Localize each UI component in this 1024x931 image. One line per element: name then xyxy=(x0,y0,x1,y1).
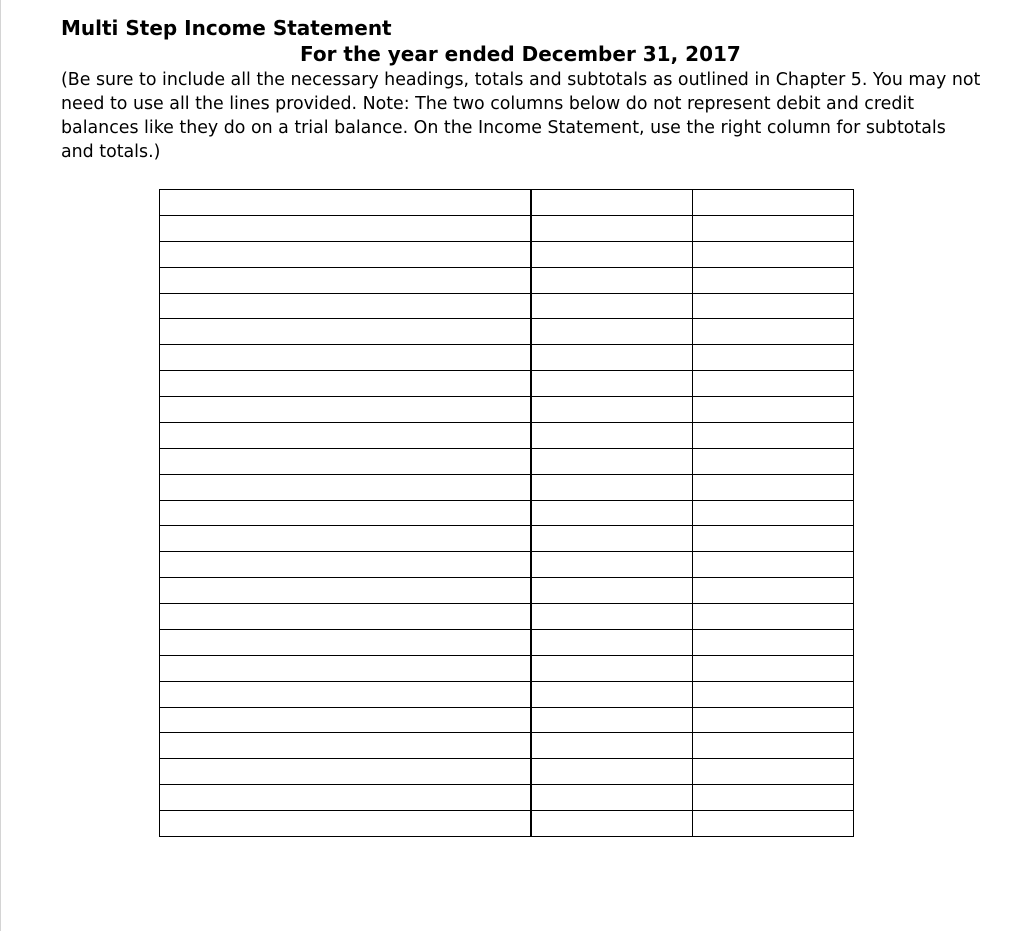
amount-cell[interactable] xyxy=(532,397,693,423)
worksheet-row xyxy=(160,190,854,216)
description-cell[interactable] xyxy=(160,552,531,578)
total-cell[interactable] xyxy=(693,242,854,268)
total-cell[interactable] xyxy=(693,604,854,630)
description-cell[interactable] xyxy=(160,345,531,371)
total-cell[interactable] xyxy=(693,294,854,320)
description-cell[interactable] xyxy=(160,501,531,527)
document-title: Multi Step Income Statement xyxy=(61,16,392,40)
worksheet-row xyxy=(160,397,854,423)
description-cell[interactable] xyxy=(160,268,531,294)
amount-cell[interactable] xyxy=(532,423,693,449)
amount-cell[interactable] xyxy=(532,708,693,734)
worksheet-row xyxy=(160,785,854,811)
description-cell[interactable] xyxy=(160,319,531,345)
document-subtitle: For the year ended December 31, 2017 xyxy=(300,42,741,66)
worksheet-row xyxy=(160,475,854,501)
description-cell[interactable] xyxy=(160,759,531,785)
amount-cell[interactable] xyxy=(532,449,693,475)
description-cell[interactable] xyxy=(160,423,531,449)
description-cell[interactable] xyxy=(160,371,531,397)
worksheet-row xyxy=(160,811,854,837)
worksheet-row xyxy=(160,423,854,449)
amount-cell[interactable] xyxy=(532,190,693,216)
total-cell[interactable] xyxy=(693,371,854,397)
total-cell[interactable] xyxy=(693,759,854,785)
total-cell[interactable] xyxy=(693,682,854,708)
amount-cell[interactable] xyxy=(532,526,693,552)
worksheet-row xyxy=(160,682,854,708)
amount-cell[interactable] xyxy=(532,268,693,294)
worksheet-row xyxy=(160,216,854,242)
description-cell[interactable] xyxy=(160,526,531,552)
total-cell[interactable] xyxy=(693,449,854,475)
total-cell[interactable] xyxy=(693,733,854,759)
amount-cell[interactable] xyxy=(532,371,693,397)
description-cell[interactable] xyxy=(160,190,531,216)
description-cell[interactable] xyxy=(160,682,531,708)
total-cell[interactable] xyxy=(693,708,854,734)
worksheet-row xyxy=(160,708,854,734)
amount-cell[interactable] xyxy=(532,319,693,345)
description-cell[interactable] xyxy=(160,397,531,423)
total-cell[interactable] xyxy=(693,578,854,604)
total-cell[interactable] xyxy=(693,785,854,811)
description-cell[interactable] xyxy=(160,656,531,682)
worksheet-row xyxy=(160,630,854,656)
description-cell[interactable] xyxy=(160,578,531,604)
amount-cell[interactable] xyxy=(532,811,693,837)
total-cell[interactable] xyxy=(693,552,854,578)
total-cell[interactable] xyxy=(693,268,854,294)
worksheet-row xyxy=(160,449,854,475)
total-cell[interactable] xyxy=(693,319,854,345)
description-cell[interactable] xyxy=(160,785,531,811)
amount-cell[interactable] xyxy=(532,552,693,578)
worksheet-row xyxy=(160,294,854,320)
description-cell[interactable] xyxy=(160,449,531,475)
description-cell[interactable] xyxy=(160,242,531,268)
total-cell[interactable] xyxy=(693,526,854,552)
worksheet-row xyxy=(160,604,854,630)
amount-cell[interactable] xyxy=(532,682,693,708)
amount-cell[interactable] xyxy=(532,630,693,656)
worksheet-row xyxy=(160,501,854,527)
total-cell[interactable] xyxy=(693,345,854,371)
worksheet-row xyxy=(160,345,854,371)
worksheet-row xyxy=(160,552,854,578)
total-cell[interactable] xyxy=(693,190,854,216)
worksheet-row xyxy=(160,526,854,552)
amount-cell[interactable] xyxy=(532,501,693,527)
amount-cell[interactable] xyxy=(532,578,693,604)
amount-cell[interactable] xyxy=(532,785,693,811)
amount-cell[interactable] xyxy=(532,216,693,242)
total-cell[interactable] xyxy=(693,397,854,423)
worksheet-row xyxy=(160,656,854,682)
amount-cell[interactable] xyxy=(532,733,693,759)
description-cell[interactable] xyxy=(160,630,531,656)
description-cell[interactable] xyxy=(160,708,531,734)
worksheet-body xyxy=(160,190,854,837)
description-cell[interactable] xyxy=(160,475,531,501)
instructions-text: (Be sure to include all the necessary headings, totals and subtotals as outlined in Chapter 5. You may not need to use all the lines provided. Note: The two columns below do not represent debit and credit balances like they do on a trial balance. On the Income Statement, use the right column for subtotals and totals.) xyxy=(61,70,981,162)
worksheet-row xyxy=(160,578,854,604)
description-cell[interactable] xyxy=(160,604,531,630)
amount-cell[interactable] xyxy=(532,294,693,320)
worksheet-row xyxy=(160,319,854,345)
description-cell[interactable] xyxy=(160,216,531,242)
total-cell[interactable] xyxy=(693,423,854,449)
total-cell[interactable] xyxy=(693,216,854,242)
amount-cell[interactable] xyxy=(532,604,693,630)
page-edge xyxy=(0,0,1,931)
description-cell[interactable] xyxy=(160,733,531,759)
total-cell[interactable] xyxy=(693,630,854,656)
total-cell[interactable] xyxy=(693,475,854,501)
worksheet-row xyxy=(160,268,854,294)
income-statement-worksheet xyxy=(159,189,854,837)
worksheet-row xyxy=(160,759,854,785)
total-cell[interactable] xyxy=(693,501,854,527)
description-cell[interactable] xyxy=(160,294,531,320)
amount-cell[interactable] xyxy=(532,656,693,682)
amount-cell[interactable] xyxy=(532,242,693,268)
description-cell[interactable] xyxy=(160,811,531,837)
worksheet-row xyxy=(160,733,854,759)
amount-cell[interactable] xyxy=(532,759,693,785)
amount-cell[interactable] xyxy=(532,345,693,371)
amount-cell[interactable] xyxy=(532,475,693,501)
total-cell[interactable] xyxy=(693,811,854,837)
worksheet-row xyxy=(160,242,854,268)
worksheet-row xyxy=(160,371,854,397)
total-cell[interactable] xyxy=(693,656,854,682)
